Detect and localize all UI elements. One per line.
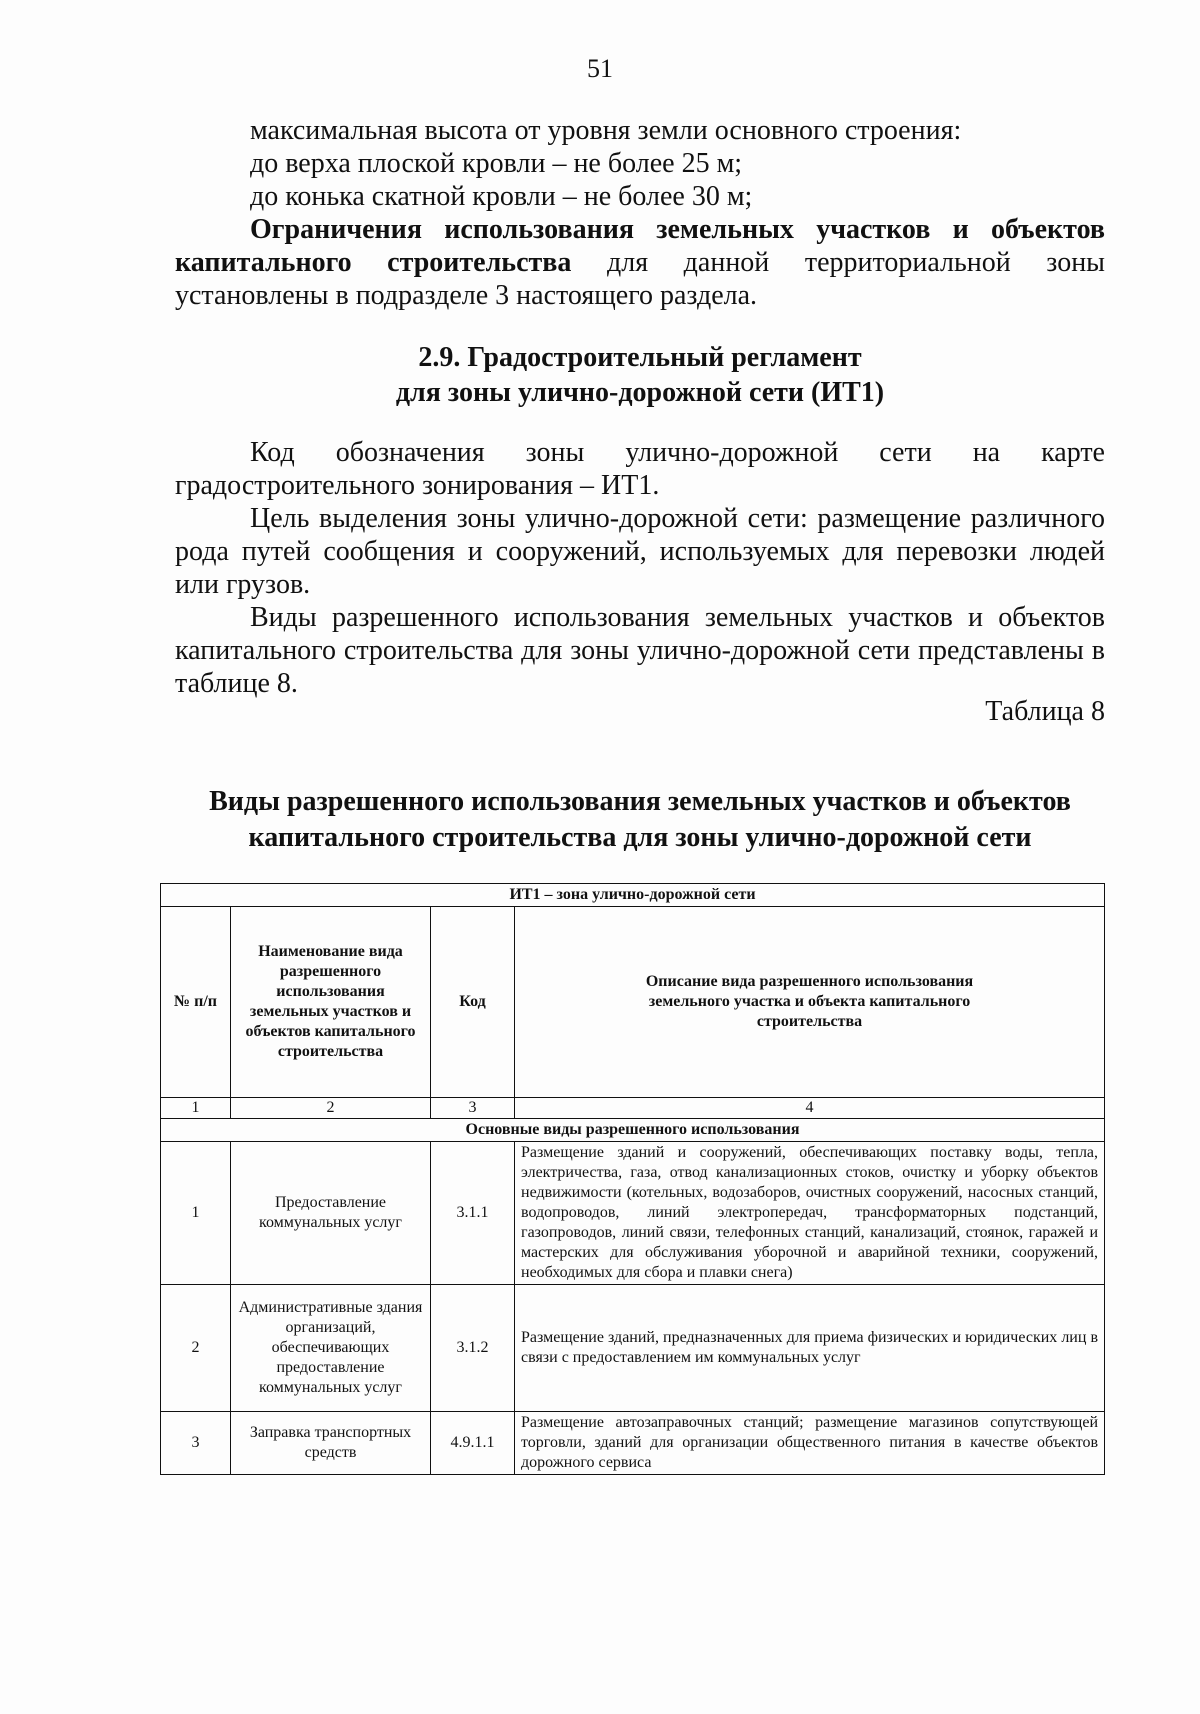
row-desc: Размещение зданий, предназначенных для приема физических и юридических лиц в связи с предоставлением им коммунальных услуг (515, 1285, 1105, 1412)
section-heading (175, 340, 1105, 410)
table-column-header-row (161, 907, 1105, 1098)
header-desc: Описание вида разрешенного использования земельного участка и объекта капитального строительства (515, 907, 1105, 1098)
row-desc: Размещение автозаправочных станций; размещение магазинов сопутствующей торговли, зданий для организации общественного питания в качестве объектов дорожного сервиса (515, 1412, 1105, 1475)
row-code: 3.1.1 (431, 1142, 515, 1285)
table-group-row (161, 1119, 1105, 1142)
row-num: 1 (161, 1142, 231, 1285)
zone-paragraphs (175, 436, 1105, 700)
restrictions-rest: для данной территориальной зоны установлены в подразделе 3 настоящего раздела. (175, 247, 1105, 311)
page-number: 51 (587, 54, 613, 83)
table-column-index-row (161, 1098, 1105, 1119)
paragraph-zone-code: Код обозначения зоны улично-дорожной сети на карте градостроительного зонирования – ИТ1. (175, 437, 1105, 501)
col-index-3: 3 (431, 1098, 515, 1119)
table-zone-header-row (161, 884, 1105, 907)
section-heading-line1: 2.9. Градостроительный регламент (418, 342, 862, 373)
row-name: Заправка транспортных средств (231, 1412, 431, 1475)
section-heading-line2: для зоны улично-дорожной сети (ИТ1) (395, 377, 885, 408)
col-index-1: 1 (161, 1098, 231, 1119)
zone-header-cell: ИТ1 – зона улично-дорожной сети (161, 884, 1105, 907)
group-main-cell: Основные виды разрешенного использования (161, 1119, 1105, 1142)
intro-line-flat-roof: до верха плоской кровли – не более 25 м; (250, 148, 743, 179)
row-desc: Размещение зданий и сооружений, обеспечивающих поставку воды, тепла, электричества, газа, отвод канализационных стоков, очистку и уборку объектов недвижимости (котельных, водозаборов, очистных сооружений, насосных станций, водопроводов, линий электропередач, трансформаторных подстанций, газопроводов, линий связи, телефонных станций, канализаций, стоянок, гаражей и мастерских для обслуживания уборочной и аварийной техники, сооружений, необходимых для сбора и плавки снега) (515, 1142, 1105, 1285)
table-title-line2: капитального строительства для зоны улично-дорожной сети (248, 822, 1032, 853)
row-name: Предоставление коммунальных услуг (231, 1142, 431, 1285)
header-code: Код (431, 907, 515, 1098)
header-name: Наименование вида разрешенного использования земельных участков и объектов капитального строительства (231, 907, 431, 1098)
table-title-line1: Виды разрешенного использования земельных участков и объектов (209, 786, 1071, 817)
permitted-uses-table (160, 883, 1105, 1475)
restrictions-paragraph (175, 213, 1105, 312)
paragraph-permitted-uses: Виды разрешенного использования земельных участков и объектов капитального строительства для зоны улично-дорожной сети представлены в таблице 8. (175, 602, 1105, 699)
row-code: 3.1.2 (431, 1285, 515, 1412)
col-index-2: 2 (231, 1098, 431, 1119)
paragraph-zone-purpose: Цель выделения зоны улично-дорожной сети: размещение различного рода путей сообщения и сооружений, используемых для перевозки людей или грузов. (175, 503, 1105, 600)
intro-line-height: максимальная высота от уровня земли основного строения: (250, 115, 962, 146)
table-row (161, 1285, 1105, 1412)
table-title (150, 784, 1130, 856)
row-code: 4.9.1.1 (431, 1412, 515, 1475)
intro-line-pitched-roof: до конька скатной кровли – не более 30 м; (250, 181, 753, 212)
intro-block (175, 114, 1105, 312)
restrictions-bold: Ограничения использования земельных участков и объектов капитального строительства (175, 214, 1105, 278)
col-index-4: 4 (515, 1098, 1105, 1119)
table-label: Таблица 8 (985, 696, 1105, 727)
header-num: № п/п (161, 907, 231, 1098)
row-name: Административные здания организаций, обеспечивающих предоставление коммунальных услуг (231, 1285, 431, 1412)
row-num: 3 (161, 1412, 231, 1475)
table-row (161, 1412, 1105, 1475)
row-num: 2 (161, 1285, 231, 1412)
table-row (161, 1142, 1105, 1285)
